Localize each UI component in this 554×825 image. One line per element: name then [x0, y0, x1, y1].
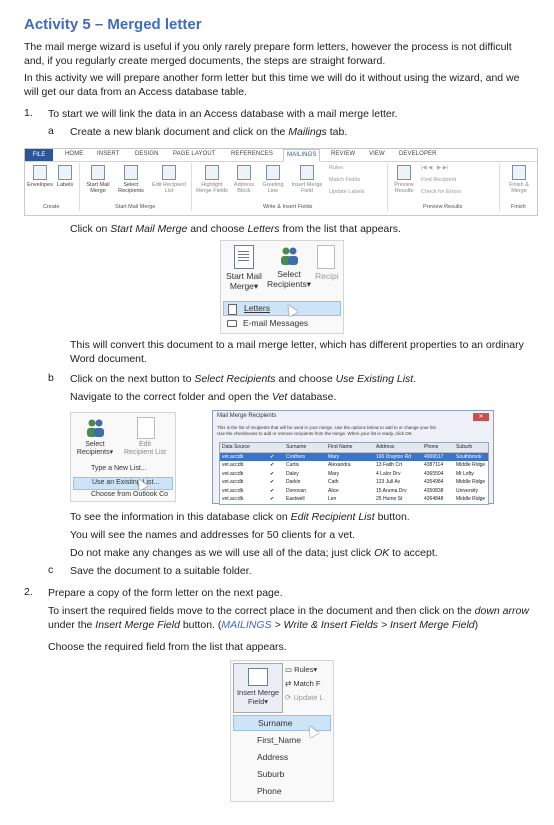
cell: vet.accdb [222, 470, 244, 477]
cell: 160 Drayton Rd [376, 453, 412, 460]
page-title: Activity 5 – Merged letter [24, 16, 202, 33]
step-1b-label: b [48, 372, 54, 384]
cell: Mary [328, 470, 340, 477]
select-recipients-menu-screenshot [70, 412, 176, 502]
field-item-phone[interactable]: Phone [257, 786, 282, 796]
see-info-text: To see the information in this database click on Edit Recipient List button. [70, 511, 410, 523]
table-row[interactable] [220, 478, 488, 487]
step-1-number: 1. [24, 107, 33, 119]
start-mail-merge-big-button[interactable] [225, 245, 263, 291]
tab-home[interactable]: HOME [65, 151, 84, 157]
tab-view[interactable]: VIEW [369, 151, 385, 157]
select-label-line2: Recipients▾ [267, 279, 311, 289]
insert-merge-field-label [234, 688, 282, 706]
step-1c-text: Save the document to a suitable folder. [70, 565, 252, 577]
edit-recipient-list-button[interactable]: Edit Recipient List [151, 165, 187, 194]
close-icon[interactable]: ✕ [473, 413, 489, 421]
checkbox[interactable]: ✔ [270, 470, 275, 477]
header-data-source[interactable]: Data Source [222, 444, 250, 450]
choose-from-outlook-menu-item[interactable]: Choose from Outlook Co [91, 491, 169, 498]
no-change-text: Do not make any changes as we will use all of the data; just click OK to accept. [70, 547, 438, 559]
step-1a-text: Create a new blank document and click on the Mailings tab. [70, 126, 348, 138]
table-row[interactable] [220, 461, 488, 470]
check-for-errors-button[interactable]: Check for Errors [421, 189, 462, 195]
cell: Eastwell [286, 496, 305, 502]
edit-recipient-partial-label: Recipi [315, 271, 339, 281]
group-label-create: Create [43, 204, 60, 210]
step-2-number: 2. [24, 586, 33, 598]
group-label-preview-results: Preview Results [423, 204, 463, 210]
cell: Daley [286, 470, 299, 477]
cell: vet.accdb [222, 453, 244, 460]
cell: Middle Ridge [456, 462, 486, 468]
tab-insert[interactable]: INSERT [97, 151, 120, 157]
group-label-start-mail-merge: Start Mail Merge [115, 204, 156, 210]
step-2-text: Prepare a copy of the form letter on the next page. [48, 587, 283, 599]
header-suburb[interactable]: Suburb [456, 444, 473, 450]
cell: vet.accdb [222, 479, 244, 485]
cell: 4354984 [424, 479, 444, 485]
ribbon-tab-bar [25, 149, 537, 162]
edit-label-line1: Edit [138, 441, 152, 448]
cell: Middle Ridge [456, 479, 486, 485]
select-label-line1: Select [277, 269, 301, 279]
rules-button[interactable]: Rules [329, 165, 344, 171]
checkbox[interactable]: ✔ [270, 462, 275, 468]
select-recipients-button[interactable]: Select Recipients [115, 165, 147, 194]
start-label-line1: Start Mail [226, 271, 262, 281]
greeting-icon [266, 165, 280, 180]
finish-merge-button[interactable]: Finish & Merge [505, 165, 533, 194]
field-label: Surname [258, 718, 293, 728]
dialog-description-2: Use the checkboxes to add or remove recipients from the merge. When your list is ready, click OK. [217, 431, 413, 436]
finish-icon [512, 165, 526, 180]
tab-review[interactable]: REVIEW [331, 151, 356, 157]
envelopes-button[interactable]: Envelopes [27, 165, 53, 188]
navigate-text: Navigate to the correct folder and open the Vet database. [70, 391, 337, 403]
field-item-suburb[interactable]: Suburb [257, 769, 285, 779]
intro-paragraph-2: In this activity we will prepare another form letter but this time we will do it without using the wizard, and we will get our data from an Access database table. [24, 72, 520, 98]
tab-design[interactable]: DESIGN [135, 151, 159, 157]
cell: 4 Lalor Drv [376, 470, 401, 477]
use-existing-list-menu-item[interactable] [73, 477, 173, 490]
step-1a-label: a [48, 125, 54, 137]
click-start-merge-text: Click on Start Mail Merge and choose Letters from the list that appears. [70, 223, 401, 235]
cell: Alice [328, 487, 339, 494]
insert-merge-field-big-button[interactable] [233, 663, 283, 713]
cell: University [456, 487, 478, 494]
mailings-ribbon [24, 148, 538, 216]
insert-label-line2: Field▾ [247, 697, 269, 706]
cell: vet.accdb [222, 496, 244, 502]
select-label-line2: Recipients▾ [76, 449, 114, 456]
checkbox[interactable]: ✔ [270, 487, 275, 494]
checkbox[interactable]: ✔ [270, 453, 275, 460]
header-phone[interactable]: Phone [424, 444, 439, 450]
group-label-finish: Finish [511, 204, 526, 210]
email-icon [227, 320, 237, 327]
letters-label: Letters [244, 303, 270, 313]
cell: Southbrook [456, 453, 482, 460]
group-separator [387, 163, 388, 211]
table-row[interactable] [220, 470, 488, 479]
select-recipients-big-button[interactable] [73, 417, 117, 457]
tab-developer[interactable]: DEVELOPER [399, 151, 437, 157]
address-block-icon [237, 165, 251, 180]
highlight-icon [205, 165, 219, 180]
group-separator [79, 163, 80, 211]
match-fields-button[interactable]: Match Fields [329, 177, 361, 183]
cell: Mt Lofty [456, 470, 474, 477]
table-row[interactable] [220, 487, 488, 496]
tab-mailings[interactable]: MAILINGS [283, 149, 320, 162]
grid-header-row [220, 443, 488, 453]
tab-page-layout[interactable]: PAGE LAYOUT [173, 151, 216, 157]
cell: Curtis [286, 462, 300, 468]
rules-button[interactable]: ▭ Rules▾ [285, 665, 318, 674]
insert-merge-field-menu-screenshot [230, 660, 334, 802]
address-block-button[interactable]: Address Block [231, 165, 257, 194]
envelope-icon [33, 165, 47, 180]
start-mail-merge-button[interactable]: Start Mail Merge [83, 165, 113, 194]
update-labels-button[interactable]: Update Labels [329, 189, 365, 195]
header-first-name[interactable]: First Name [328, 444, 353, 450]
find-recipient-button[interactable]: Find Recipient [421, 177, 457, 183]
edit-list-icon [317, 245, 335, 269]
edit-list-icon [162, 165, 176, 180]
labels-icon [58, 165, 72, 180]
start-label-line2: Merge▾ [229, 281, 259, 291]
insert-fields-text: To insert the required fields move to the correct place in the document and then click on the down arrow under the Insert Merge Field button. (MAILINGS > Write & Insert Fields > Insert Merge Field) [48, 605, 529, 631]
mailings-link: MAILINGS [221, 619, 272, 631]
field-item-address[interactable]: Address [257, 752, 289, 762]
cell: vet.accdb [222, 487, 244, 494]
people-icon [278, 245, 300, 267]
edit-label-line2: Recipient List [123, 449, 167, 456]
checkbox[interactable]: ✔ [270, 496, 275, 502]
edit-recipient-list-big-button[interactable] [119, 417, 171, 457]
cell: Len [328, 496, 337, 502]
select-label-line1: Select [85, 441, 105, 448]
table-row[interactable] [220, 495, 488, 504]
letter-icon [228, 304, 237, 315]
insert-field-icon [300, 165, 314, 180]
edit-list-icon [137, 417, 155, 439]
labels-button[interactable]: Labels [55, 165, 75, 188]
match-fields-button[interactable]: ⇄ Match F [285, 679, 321, 688]
cell: 15 Aruma Drv [376, 487, 407, 494]
cell: 4365504 [424, 470, 444, 477]
cell: Middle Ridge [456, 496, 486, 502]
cell: 25 Hume St [376, 496, 403, 502]
mail-merge-recipients-dialog [212, 410, 494, 504]
document-icon [91, 165, 105, 180]
group-separator [191, 163, 192, 211]
record-nav-arrows[interactable]: |◀ ◀ ▶ ▶| [421, 165, 449, 171]
step-1-text: To start we will link the data in an Access database with a mail merge letter. [48, 108, 398, 120]
field-item-first-name[interactable]: First_Name [257, 735, 301, 745]
preview-icon [397, 165, 411, 180]
intro-paragraph-1: The mail merge wizard is useful if you only rarely prepare form letters, however the process is not difficult and, if you regularly create merged documents, the steps are straight forward. [24, 41, 512, 67]
step-1c-label: c [48, 564, 54, 576]
people-icon [124, 165, 138, 180]
highlight-merge-fields-button[interactable]: Highlight Merge Fields [195, 165, 229, 194]
people-icon [84, 417, 106, 439]
email-messages-menu-item[interactable] [223, 317, 339, 330]
cell: 4906517 [424, 453, 444, 460]
preview-results-button[interactable]: Preview Results [391, 165, 417, 194]
step-1b-text: Click on the next button to Select Recipients and choose Use Existing List. [70, 373, 417, 385]
email-messages-label: E-mail Messages [243, 318, 309, 328]
insert-label-line1: Insert Merge [236, 688, 280, 697]
greeting-line-button[interactable]: Greeting Line [259, 165, 287, 194]
header-surname[interactable]: Surname [286, 444, 307, 450]
cell: Cath [328, 479, 339, 485]
checkbox[interactable]: ✔ [270, 479, 275, 485]
dialog-description-1: This is the list of recipients that will be used in your merge. Use the options below to add to or change your list. [217, 425, 437, 430]
choose-field-text: Choose the required field from the list that appears. [48, 641, 287, 653]
insert-field-icon [248, 668, 268, 686]
update-labels-button[interactable]: ⟳ Update L [285, 693, 324, 702]
cell: 4364848 [424, 496, 444, 502]
table-row[interactable] [220, 453, 488, 462]
cell: 4350838 [424, 487, 444, 494]
type-new-list-menu-item[interactable]: Type a New List... [91, 465, 147, 472]
recipients-grid [219, 442, 489, 505]
names-text: You will see the names and addresses for 50 clients for a vet. [70, 529, 356, 541]
header-address[interactable]: Address [376, 444, 395, 450]
letters-menu-item[interactable] [223, 301, 341, 316]
start-mail-merge-menu-screenshot [220, 240, 344, 334]
cell: 123 Jull Av [376, 479, 401, 485]
document-icon [234, 245, 254, 269]
cell: Darkin [286, 479, 301, 485]
select-recipients-big-button[interactable] [267, 245, 311, 289]
cell: Donovan [286, 487, 307, 494]
mouse-cursor-icon [284, 302, 298, 317]
insert-merge-field-button[interactable]: Insert Merge Field [289, 165, 325, 194]
cell: vet.accdb [222, 462, 244, 468]
group-label-write-insert: Write & Insert Fields [263, 204, 313, 210]
cell: 4387114 [424, 462, 444, 468]
cell: Mary [328, 453, 340, 460]
cell: Crothers [286, 453, 306, 460]
cell: 13 Faith Crt [376, 462, 403, 468]
tab-references[interactable]: REFERENCES [231, 151, 274, 157]
cell: Alexandra [328, 462, 351, 468]
use-existing-list-label: Use an Existing List... [92, 479, 160, 486]
convert-text: This will convert this document to a mail merge letter, which has different properties to an ordinary Word document. [70, 339, 524, 365]
tab-file[interactable]: FILE [25, 149, 53, 161]
group-separator [499, 163, 500, 211]
dialog-title: Mail Merge Recipients [217, 413, 277, 419]
